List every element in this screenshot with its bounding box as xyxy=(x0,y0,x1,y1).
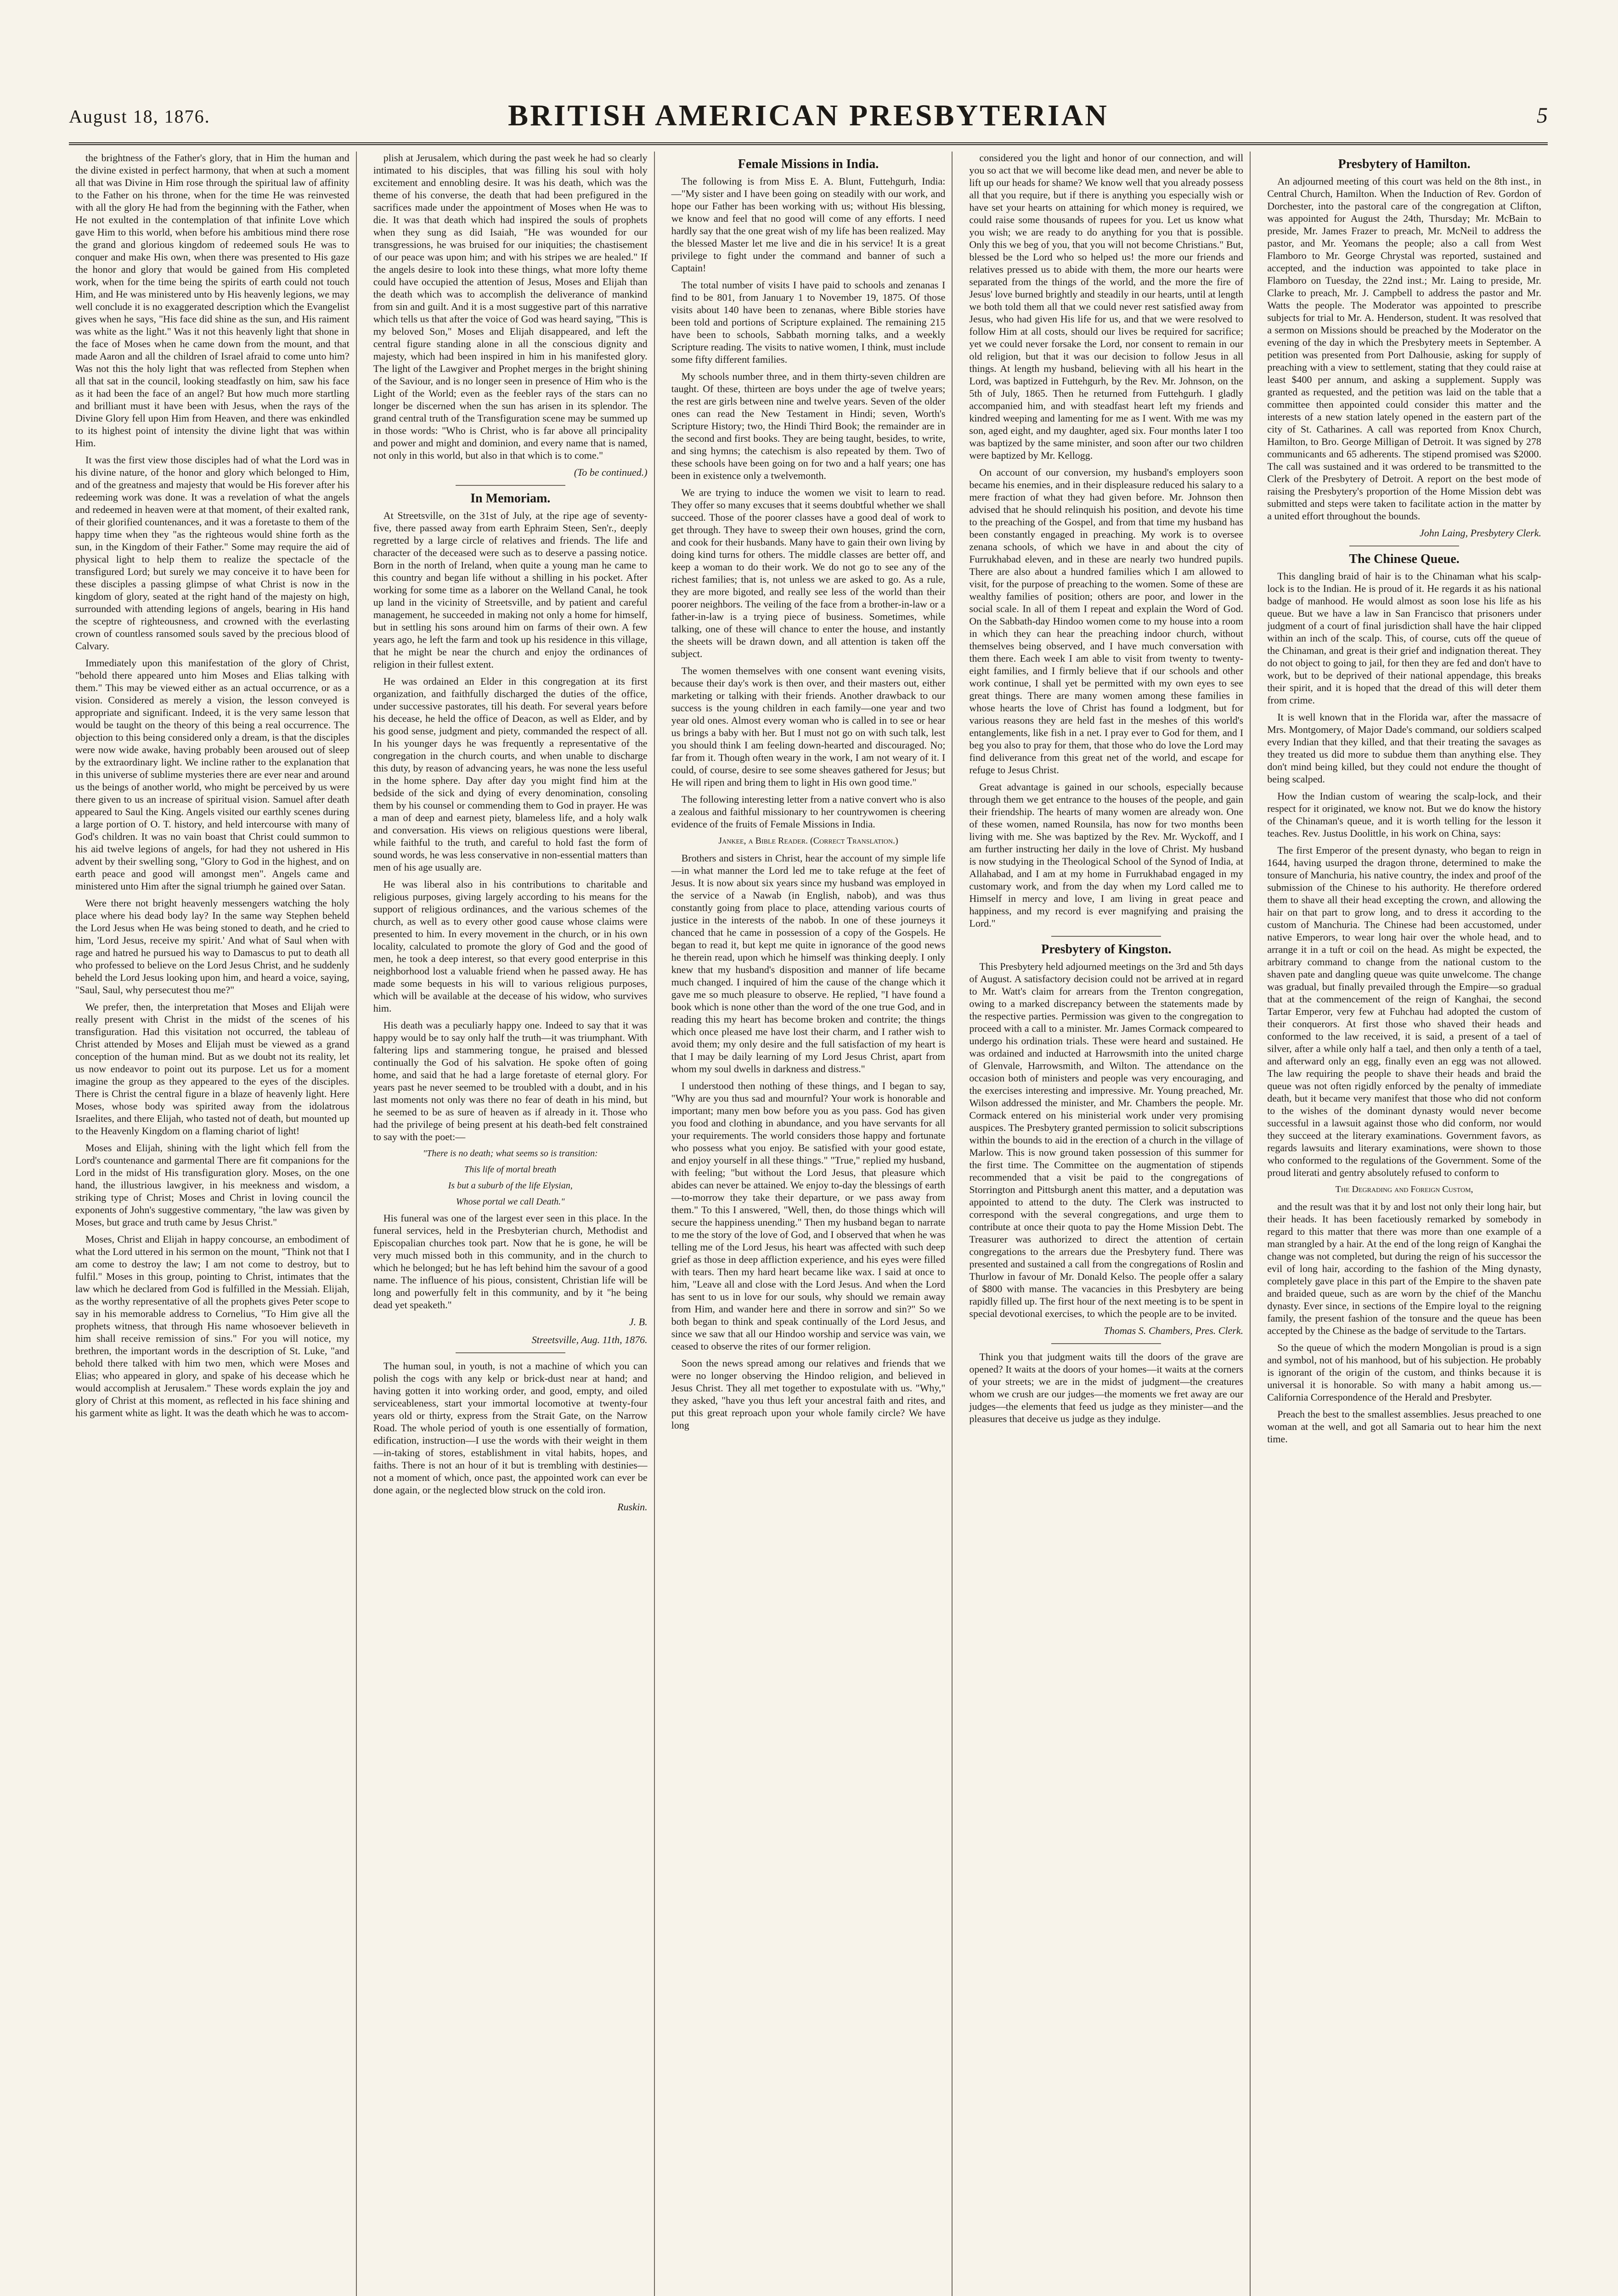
to-be-continued: (To be continued.) xyxy=(574,467,648,478)
poem-line: This life of mortal breath xyxy=(464,1165,557,1175)
female-missions-heading: Female Missions in India. xyxy=(738,157,879,171)
paragraph: The women themselves with one consent want evening visits, because their day's work is then over, and their masters out, either marketing or talking with their friends. Another drawback to our success is the young children in each family—one year and two year old ones. Almost every woman who is called in to see or hear us brings a baby with her. But I must not go on with such talk, lest you should think I am feeling down-hearted and discouraged. No; far from it. Though often weary in the work, I am not weary of it. I could, of course, desire to see some sheaves gathered for Jesus; but He will ripen and bring them to light in His own good time." xyxy=(671,665,946,788)
paragraph: Were there not bright heavenly messengers watching the holy place where his dead body lay? In the same way Stephen beheld the Lord Jesus when He was being stoned to death, and he cried to him, 'Lord Jesus, receive my spirit.' And what of Saul when with rage and hatred he pursued his way to Damascus to put to death all who professed to believe on the Lord Jesus Christ, and he suddenly beheld the Lord Jesus looking upon him, and heard a voice, saying, "Saul, Saul, why persecutest thou me?" xyxy=(75,897,350,996)
issue-date: August 18, 1876. xyxy=(69,106,210,127)
paragraph: The following interesting letter from a native convert who is also a zealous and faithful missionary to her countrywomen is cheering evidence of the fruits of Female Missions in India. xyxy=(671,793,946,830)
paragraph: considered you the light and honor of our connection, and will you so act that we will become like dead men, and never be able to lift up our heads for shame? We know well that you already possess all that you require, but if there is anything you especially wish or have set your hearts on attaining for which money is required, we could raise some thousands of rupees for you. Let us know what you wish; we are ready to do anything for you that is possible. Only this we beg of you, that you will not become Christians." But, blessed be the Lord who so helped us! the more our friends and relatives pressed us to abide with them, the more our hearts were separated from the things of the world, and the more the fire of Jesus' love burned brightly and steadily in our hearts, until at length we both told them all that we could never rest satisfied away from Jesus, who had given His life for us, and that we were resolved to follow Him at all costs, should our lives be required for sacrifice; yet we could never forsake the Lord, nor consent to remain in our old religion, but that it was our decision to follow Jesus in all things. At length my husband, believing with all his heart in the Lord, was baptized in Futtehgurh, by the Rev. Mr. Johnson, on the 5th of July, 1865. Then he returned from Futtehgurh. I gladly accompanied him, and with steadfast heart left my friends and kindred weeping and lamenting for me as I went. With me was my son, aged eight, and my daughter, aged six. Four months later I too was baptized by the same minister, and soon after our two children were baptized by Mr. Kellogg. xyxy=(969,152,1244,461)
memoriam-heading: In Memoriam. xyxy=(470,491,551,506)
paragraph: Soon the news spread among our relatives and friends that we were no longer observing the Hindoo religion, and believed in Jesus Christ. They all met together to expostulate with us. "Why," they asked, "have you thus left your ancestral faith and rites, and put this great reproach upon your whole family circle? We have long xyxy=(671,1357,946,1431)
paragraph: This Presbytery held adjourned meetings on the 3rd and 5th days of August. A satisfactory decision could not be arrived at in regard to Mr. Watt's claim for arrears from the Trenton congregation, owing to a marked discrepancy between the statements made by the respective parties. Permission was given to the congregation to proceed with a call to a minister. Mr. James Cormack compeared to undergo his ordination trials. These were heard and sustained. He was ordained and inducted at Harrowsmith into the united charge of Glenvale, Harrowsmith, and Wilton. The attendance on the occasion both of ministers and people was very encouraging, and the exercises interesting and impressive. Mr. Young preached, Mr. Wilson addressed the minister, and Mr. Chambers the people. Mr. Cormack entered on his ministerial work under very promising auspices. The Presbytery granted permission to solicit subscriptions within the bounds to aid in the erection of a church in the village of Marlow. This is now ground taken possession of this summer for the first time. The Committee on the augmentation of stipends recommended that a visit be paid to the congregations of Storrington and Pittsburgh anent this matter, and a deputation was appointed to attend to the duty. The Clerk was instructed to correspond with the several congregations, and urge them to contribute at once their quota to pay the Home Mission Debt. The Treasurer was authorized to direct the attention of certain congregations to the arrears due the Presbytery fund. There was presented and sustained a call from the congregations of Roslin and Thurlow in favour of Mr. Donald Kelso. The people offer a salary of $800 with manse. The vacancies in this Presbytery are being rapidly filled up. The first hour of the next meeting is to be spent in special devotional exercises, to which the people are to be invited. xyxy=(969,961,1244,1319)
chinese-queue-heading: The Chinese Queue. xyxy=(1349,552,1460,566)
paragraph: It was the first view those disciples had of what the Lord was in his divine nature, of the honor and glory which belonged to Him, and of the greatness and majesty that would be His forever after his redeeming work was done. It was a revelation of what the angels and redeemed in heaven were at that moment, of their exalted rank, of their glorified countenances, and it was a foretaste to them of the happy time when they "as the righteous would shine forth as the sun, in the Kingdom of their Father." Some may require the aid of physical light to help them to realize the spectacle of the transfigured Lord; but surely we may conceive it to have been for these disciples a passing glimpse of what Christ is now in the kingdom of glory, seated at the right hand of the majesty on high, surrounded with attending legions of angels, bearing in His hand the sceptre of righteousness, and crowned with the everlasting crown of countless ransomed souls saved by the precious blood of Calvary. xyxy=(75,454,350,652)
poem-line: Whose portal we call Death." xyxy=(456,1197,565,1207)
jankee-subheading: Jankee, a Bible Reader. (Correct Translation.) xyxy=(718,836,898,846)
column-1 xyxy=(69,152,357,2296)
paragraph: Great advantage is gained in our schools, especially because through them we get entrance to the houses of the people, and gain their friendship. The hearts of many women are already won. One of these women, named Rounsila, has now for two months been living with me. She was baptized by the Rev. Mr. Wyckoff, and I am further instructing her daily in the love of Christ. My husband is now studying in the Theological School of the Synod of India, at Allahabad, and I am at my home in Furrukhabad engaged in my customary work, and from the day when my Lord called me to Himself in mercy and love, I am living in great peace and happiness, and my record is ever magnifying and praising the Lord." xyxy=(969,781,1244,929)
hamilton-signature: John Laing, Presbytery Clerk. xyxy=(1420,527,1541,539)
paragraph: We are trying to induce the women we visit to learn to read. They offer so many excuses that it seems doubtful whether we shall succeed. Those of the poorer classes have a good deal of work to get through. They have to sweep their own houses, grind the corn, and cook for their husbands. Many have to gain their own living by doing kind turns for others. The middle classes are better off, and keep a woman to do their work. We do not go to see any of the richest families; that is, not unless we are asked to go. As a rule, they are more bigoted, and really see less of the world than their poorer neighbors. The veiling of the face from a brother-in-law or a father-in-law is a trying piece of business. Sometimes, while talking, one of these will chance to enter the house, and instantly the sheets will be drawn down, and all attention is taken off the subject. xyxy=(671,487,946,659)
column-4 xyxy=(963,152,1251,2296)
paragraph: He was ordained an Elder in this congregation at its first organization, and faithfully discharged the duties of the office, under successive pastorates, till his death. For several years before his decease, he held the office of Deacon, as well as Elder, and by his good sense, judgment and piety, commanded the respect of all. In his younger days he was frequently a representative of the congregation in the church courts, and when unable to discharge this duty, by reason of advancing years, he was none the less useful in the home sphere. Day after day you might find him at the bedside of the sick and dying of every denomination, consoling them by his counsel or commending them to God in prayer. He was a man of deep and earnest piety, blameless life, and a holy walk and conversation. His views on religious questions were liberal, while faithful to the truth, and careful to hold fast the form of sound words, he was less conservative in non-essential matters than men of his age usually are. xyxy=(373,675,648,873)
paragraph: So the queue of which the modern Mongolian is proud is a sign and symbol, not of his manhood, but of his subjection. He probably is ignorant of the origin of the custom, and thinks because it is universal it is honorable. So with many a habit among us.—California Correspondence of the Herald and Presbyter. xyxy=(1267,1342,1541,1403)
paragraph: We prefer, then, the interpretation that Moses and Elijah were really present with Christ in the midst of the scenes of his transfiguration. Had this visitation not occurred, the tableau of Christ attended by Moses and Elijah must be viewed as a grand conception of the human mind. But as we doubt not its reality, let us now endeavor to point out its purpose. Let us for a moment imagine the group as they appeared to the eyes of the disciples. There is Christ the central figure in a blaze of heavenly light. Here Moses, whose body was spirited away from the idolatrous Israelites, and there Elijah, who tasted not of death, but mounted up to the Heavenly Kingdom on a flaming chariot of light! xyxy=(75,1001,350,1137)
paragraph: plish at Jerusalem, which during the past week he had so clearly intimated to his disciples, that was filling his soul with holy excitement and ennobling desire. It was his death, which was the theme of his converse, the death that had been prefigured in the sacrifices made under the appointment of Moses when He was to die. It was that death which had inspired the souls of prophets when they sung as did Isaiah, "He was wounded for our transgressions, he was bruised for our iniquities; the chastisement of our peace was upon him; and with his stripes we are healed." If the angels desire to look into these things, what more lofty theme could have occupied the attention of Jesus, Moses and Elijah than the death which was to accomplish the deliverance of mankind from sin and guilt. And it is a most suggestive part of this narrative which tells us that after the voice of God was heard saying, "This is my beloved Son," Moses and Elijah disappeared, and left the central figure standing alone in all the conscious dignity and majesty, which had been inspired in him in his manifested glory. The light of the Lawgiver and Prophet merges in the bright shining of the Saviour, and is no longer seen in presence of Him who is the Light of the World; even as the feebler rays of the stars can no longer be discerned when the sun has arisen in its splendor. The grand central truth of the Transfiguration scene may be summed up in those words: "Who is Christ, who is far above all principality and power and might and dominion, and every name that is named, not only in this world, but also in that which is to come." xyxy=(373,152,648,461)
divider xyxy=(1051,936,1161,937)
divider xyxy=(456,1352,565,1353)
paragraph: An adjourned meeting of this court was held on the 8th inst., in Central Church, Hamilton. When the Induction of Rev. Gordon of Dorchester, into the pastoral care of the congregation at Clifton, was appointed for August the 24th, Thursday; Mr. McBain to preside, Mr. James Frazer to preach, Mr. McNeil to address the pastor, and Mr. Yeomans the people; also a call from West Flamboro to Mr. George Chrystal was reported, sustained and accepted, and the induction was appointed to take place in Flamboro on Tuesday, the 22nd inst.; Mr. Laing to preside, Mr. Clarke to preach, Mr. J. Campbell to address the pastor and Mr. Watts the people. The Moderator was appointed to prescribe subjects for trial to Mr. A. Henderson, student. It was resolved that a sermon on Missions should be preached by the Moderator on the evening of the day in which the Presbytery meets in September. A petition was presented from Port Dalhousie, asking for supply of preaching with a view to settlement, stating that they could raise at least $400 per annum, and asking a supplement. Supply was granted as requested, and the petition was laid on the table that a committee then appointed could consider this matter and the interests of a new station lately opened in the eastern part of the city of St. Catharines. A call was reported from Knox Church, Hamilton, to Bro. George Milligan of Detroit. It was signed by 278 communicants and 65 adherents. The stipend promised was $2000. The call was sustained and it was ordered to be transmitted to the Clerk of the Presbytery of Detroit. A report on the best mode of raising the Presbytery's proportion of the Home Mission debt was submitted and steps were taken to facilitate action in the matter by a united effort throughout the bounds. xyxy=(1267,175,1541,522)
paragraph: It is well known that in the Florida war, after the massacre of Mrs. Montgomery, of Major Dade's command, our soldiers scalped every Indian that they killed, and that their treating the savages as they treated us did more to subdue them than anything else. They don't mind being killed, but they could not endure the thought of being scalped. xyxy=(1267,711,1541,785)
paragraph: How the Indian custom of wearing the scalp-lock, and their respect for it originated, we know not. But we do know the history of the Chinaman's queue, and it is worth telling for the lesson it teaches. Rev. Justus Doolittle, in his work on China, says: xyxy=(1267,790,1541,839)
paragraph: The first Emperor of the present dynasty, who began to reign in 1644, having usurped the dragon throne, determined to make the tonsure of Manchuria, his native country, the index and proof of the submission of the Chinese to his authority. He therefore ordered them to shave all their head excepting the crown, and allowing the hair on that part to grow long, and to dress it according to the custom of Manchuria. The Chinese had been accustomed, under native Emperors, to wear long hair over the whole head, and to arrange it in a tuft or coil on the head. As might be expected, the arbitrary command to change from the national custom to the shaven pate and dangling queue was quite unwelcome. The change was gradual, but finally prevailed through the Empire—so gradual that at the commencement of the reign of Kanghai, the second Tartar Emperor, very few at Fuhchau had adopted the custom of their conquerors. At first those who shaved their heads and conformed to the law received, it is said, a present of a tael of silver, after a while only half a tael, and then only a tenth of a tael, and afterward only an egg, finally even an egg was not allowed. The law requiring the people to shave their heads and braid the queue was not often rigidly enforced by the penalty of immediate death, but it became very manifest that those who did not conform to the wishes of the dominant dynasty would never become successful in a lawsuit against those who did conform, nor would they succeed at the literary examinations. Government favors, as regards lawsuits and literary examinations, were shown to those who conformed to the regulations of the Government. Some of the proud literati and gentry absolutely refused to conform to xyxy=(1267,844,1541,1178)
column-3 xyxy=(665,152,953,2296)
paragraph: At Streetsville, on the 31st of July, at the ripe age of seventy-five, there passed away from earth Ephraim Steen, Sen'r., deeply regretted by a large circle of relatives and friends. The life and character of the deceased were such as to deserve a passing notice. Born in the north of Ireland, when quite a young man he came to this country and began life without a shilling in his pocket. After working for some time as a laborer on the Welland Canal, he took up land in the vicinity of Streetsville, and by patient and careful management, he succeeded in making not only a home for himself, but in settling his sons around him on farms of their own. A few years ago, he left the farm and took up his residence in this village, that he might be near the church and enjoy the ordinances of religion in their fullest extent. xyxy=(373,510,648,670)
poem-line: Is but a suburb of the life Elysian, xyxy=(448,1181,573,1191)
newspaper-title: BRITISH AMERICAN PRESBYTERIAN xyxy=(508,99,1109,132)
memoriam-dateline: Streetsville, Aug. 11th, 1876. xyxy=(531,1334,648,1345)
paragraph: Immediately upon this manifestation of the glory of Christ, "behold there appeared unto him Moses and Elias talking with them." This may be viewed either as an actual occurrence, or as a vision. Considered as merely a vision, the lesson conveyed is appropriate and significant. Indeed, it is the very same lesson that would be taught on the theory of this being a real occurrence. The objection to this being considered only a dream, is that the disciples were now wide awake, having probably been aroused out of sleep by the extraordinary light. We incline rather to the explanation that in this universe of sublime mysteries there are ever near and around us the beings of another world, who might be perceived by us were there given to us an increase of spiritual vision. Samuel after death appeared to Saul the King. Angels visited our earthly scenes during a large portion of O. T. history, and held intercourse with many of God's children. It was no vain boast that Christ could summon to his aid twelve legions of angels, for had they not ushered in His advent by their swelling song, "Glory to God in the highest, and on earth peace and good will amongst men". Angels came and ministered unto Him after the signal triumph he gained over Satan. xyxy=(75,657,350,892)
paragraph: The following is from Miss E. A. Blunt, Futtehgurh, India:—"My sister and I have been going on steadily with our work, and hope our Father has been working with us; without His blessing, we know and feel that no good will come of any efforts. I need hardly say that the one great wish of my life has been realized. May the blessed Master let me live and die in his service! It is a great privilege to fight under the command and banner of such a Captain! xyxy=(671,175,946,274)
paragraph: Moses, Christ and Elijah in happy concourse, an embodiment of what the Lord uttered in his sermon on the mount, "Think not that I am come to destroy the law; I am not come to destroy, but to fulfil." Moses in this group, pointing to Christ, intimates that the law which he declared from God is fulfilled in the Messiah. Elijah, as the worthy representative of all the prophets gives Peter scope to say in his memorable address to Cornelius, "To Him give all the prophets witness, that through His name whosoever believeth in him shall receive remission of sins." For you will notice, my brethren, the important words in the description of St. Luke, "and behold there talked with him two men, which were Moses and Elias; who appeared in glory, and spake of his decease which he would accomplish at Jerusalem." These words explain the joy and glory of Christ at this moment, as reflected in his face shining and his garment white as light. It was the death which he was to accom- xyxy=(75,1233,350,1418)
paragraph: His death was a peculiarly happy one. Indeed to say that it was happy would be to say only half the truth—it was triumphant. With faltering lips and stammering tongue, he praised and blessed continually the God of his salvation. He spoke often of going home, and said that he had a large foretaste of eternal glory. For years past he never seemed to be troubled with a doubt, and in his last moments not only was there no fear of death in his mind, but he seemed to be as sure of heaven as if already in it. Those who had the privilege of being present at his death-bed felt constrained to say with the poet:— xyxy=(373,1019,648,1142)
divider xyxy=(1051,1343,1161,1344)
paragraph: On account of our conversion, my husband's employers soon became his enemies, and in their displeasure reduced his salary to a mere fraction of what they had given before. Mr. Johnson then advised that he should relinquish his position, and devote his time to the preaching of the Gospel, and from that time my husband has been constantly engaged in preaching. My work is to oversee zenana schools, of which we have in and about the city of Furrukhabad eleven, and in these are nearly two hundred pupils. There are also about a hundred families which I am allowed to visit, for the purpose of preaching to the women. Some of these are wealthy families of position; others are poor, and lower in the social scale. In all of them I repeat and explain the Word of God. On the Sabbath-day Hindoo women come to my house into a room in which they can hear the preaching indoor church, without themselves being observed, and I have much conversation with them there. Each week I am able to visit from twenty to twenty-eight families, and I firmly believe that if our schools and other work continue, I shall yet be permitted with my own eyes to see great things. There are many women among these families in whose hearts the love of Christ has found a lodgment, but for various reasons they are held fast in the meshes of this world's entanglements, like fish in a net. I pray ever to God for them, and I beg you also to pray for them, that those who do love the Lord may find deliverance from this great net of the world, and escape for refuge to Jesus Christ. xyxy=(969,467,1244,776)
paragraph: I understood then nothing of these things, and I began to say, "Why are you thus sad and mournful? Your work is honorable and important; many men bow before you as you pass. God has given you food and clothing in abundance, and you have servants for all your requirements. The world considers those happy and fortunate who possess what you enjoy. Be satisfied with your good estate, and enjoy yourself in all these things." "True," replied my husband, with feeling; "but without the Lord Jesus, that pleasure which abides can never be attained. We enjoy to-day the blessings of earth—to-morrow they take their departure, or we pass away from them." To this I answered, "Well, then, do those things which will secure the happiness unending." Then my husband began to narrate to me the story of the love of God, and I observed that when he was telling me of the Lord Jesus, his heart was affected with such deep grief as those in deep affliction experience, and his eyes were filled with tears. Then my hard heart became like wax. I said at once to him, "Leave all and close with the Lord Jesus. And when the Lord has sent to us in love for our souls, why should we remain away from Him, and wander here and there in sorrow and sin?" So we both began to think and speak continually of the Lord Jesus, and since we saw that all our Hindoo worship and service was vain, we ceased to observe the rites of our former religion. xyxy=(671,1080,946,1352)
paragraph: Moses and Elijah, shining with the light which fell from the Lord's countenance and garmental There are fit companions for the Lord in the midst of His transfiguration glory. Moses, on the one hand, the illustrious lawgiver, in his meekness and wisdom, a striking type of Christ; Moses and Christ in loving council the exponents of John's suggestive commentary, "the law was given by Moses, but grace and truth came by Jesus Christ." xyxy=(75,1142,350,1228)
divider xyxy=(456,485,565,486)
column-5 xyxy=(1261,152,1548,2296)
hamilton-heading: Presbytery of Hamilton. xyxy=(1338,157,1471,171)
paragraph: Preach the best to the smallest assemblies. Jesus preached to one woman at the well, and got all Samaria out to hear him the next time. xyxy=(1267,1408,1541,1445)
paragraph: He was liberal also in his contributions to charitable and religious purposes, giving largely according to his means for the support of religious ordinances, and the various schemes of the church, as well as to every other good cause whose claims were presented to him. In every movement in the church, or in his own locality, calculated to promote the glory of God and the good of men, he took a deep interest, so that every good enterprise in this neighborhood lost a valuable friend when he passed away. He has made some bequests in his will to various religious purposes, which will be available at the decease of his widow, who survives him. xyxy=(373,878,648,1014)
paragraph: Brothers and sisters in Christ, hear the account of my simple life—in what manner the Lord led me to take refuge at the feet of Jesus. It is now about six years since my husband was employed in the service of a Nawab (in English, nabob), and was thus constantly going from place to place, attending various courts of justice in the interests of the nabob. In one of these journeys it chanced that he came in possession of a copy of the Gospels. He began to read it, but kept me quite in ignorance of the good news he therein read, upon which he himself was thinking deeply. I only knew that my husband's disposition and manner of life became much changed. I inquired of him the cause of the change which it gave me so much pleasure to observe. He replied, "I have found a book which is none other than the word of the one true God, and in reading this my heart has become broken and contrite; the things which once pleased me have lost their charm, and I rather wish to avoid them; my only desire and the full satisfaction of my heart is that I may be daily learning of my Lord Jesus Christ, apart from whom my soul dwells in darkness and distress." xyxy=(671,852,946,1075)
masthead xyxy=(69,92,1548,145)
kingston-signature: Thomas S. Chambers, Pres. Clerk. xyxy=(1104,1325,1244,1336)
ruskin-signature: Ruskin. xyxy=(617,1501,648,1513)
paragraph: the brightness of the Father's glory, that in Him the human and the divine existed in perfect harmony, that when at such a moment all that was Divine in Him rose through the spiritual law of affinity to the Father on his throne, when for the time He was reinvested with all the glory He had from the beginning with the Father, when He not exulted in the contemplation of that infinite Love which gave Him to this world, when before his ambitious mind there rose the grand and glorious kingdom of redeemed souls He was to conquer and make His own, when there was presented to His gaze the honor and glory that would be gained from His completed work, when for the time being the spirits of earth could not touch Him, and He was ministered unto by His heavenly legions, we may well conclude it is no exaggerated description which the Evangelist gives when he says, "His face did shine as the sun, and His raiment was white as the light." Was it not this heavenly light that shone in the face of Moses when he came down from the mount, and that made Aaron and all the children of Israel afraid to come unto him? Was not this the holy light that was reflected from Stephen when all that sat in the council, looking steadfastly on him, saw his face as it had been the face of an angel? But how much more startling and brilliant must it have been with Jesus, when the rays of the Divine Glory fell upon Him from Heaven, and there was enkindled to its highest point of intensity the divine light that was within Him. xyxy=(75,152,350,449)
columns xyxy=(69,152,1548,2296)
paragraph: The human soul, in youth, is not a machine of which you can polish the cogs with any kelp or brick-dust near at hand; and having gotten it into working order, and good, empty, and oiled serviceableness, start your immortal locomotive at twenty-four years old or thirty, express from the Strait Gate, on the Narrow Road. The whole period of youth is one essentially of formation, edification, instruction—I use the words with their weight in them—in-taking of stores, establishment in vital habits, hopes, and faiths. There is not an hour of it but is trembling with destinies—not a moment of which, once past, the appointed work can ever be done again, or the neglected blow struck on the cold iron. xyxy=(373,1360,648,1496)
column-2 xyxy=(367,152,655,2296)
paragraph: This dangling braid of hair is to the Chinaman what his scalp-lock is to the Indian. He is proud of it. He regards it as his national badge of manhood. He would almost as soon lose his life as his queue. But we have a law in San Francisco that prisoners under judgment of a court of final jurisdiction shall have the hair clipped within an inch of the scalp. This, of course, cuts off the queue of the Chinaman, and great is their grief and indignation thereat. They do not object to going to jail, for then they are fed and don't have to work, but to be deprived of their national appendage, this breaks their spirit, and it is hoped that the dread of this will deter them from crime. xyxy=(1267,570,1541,706)
paragraph: and the result was that it by and lost not only their long hair, but their heads. It has been facetiously remarked by somebody in regard to this matter that there was more than one example of a man strangled by a hair. At the end of the long reign of Kanghai the change was not completed, but during the reign of his successor the evil of long hair, according to the fashion of the Ming dynasty, completely gave place in this part of the Empire to the shaven pate and braided queue, such as are worn by the chief of the Manchu dynasty. Ever since, in sections of the Empire loyal to the reigning family, the present fashion of the tonsure and the queue has been accepted by the Chinese as the badge of servitude to the Tartars. xyxy=(1267,1201,1541,1336)
paragraph: My schools number three, and in them thirty-seven children are taught. Of these, thirteen are boys under the age of twelve years; the rest are girls between nine and twelve years. Seven of the older ones can read the New Testament in Hindi; seven, Worth's Scripture History; two, the Hindi Third Book; the remainder are in the second and first books. They are being taught, besides, to write, and sing hymns; the catechism is also repeated by them. Two of these schools have been going on for two and a half years; one has been in existence only a twelvemonth. xyxy=(671,371,946,481)
kingston-heading: Presbytery of Kingston. xyxy=(1041,942,1172,957)
poem-line: "There is no death; what seems so is transition: xyxy=(423,1148,598,1159)
page-number: 5 xyxy=(1537,103,1548,128)
paragraph: His funeral was one of the largest ever seen in this place. In the funeral services, held in the Presbyterian church, Methodist and Episcopalian churches took part. Now that he is gone, he will be very much missed both in this community, and in the church to which he belonged; but he has left behind him the savour of a good name. The influence of his pious, consistent, Christian life will be long and powerfully felt in this community, and by it "he being dead yet speaketh." xyxy=(373,1212,648,1311)
paragraph: Think you that judgment waits till the doors of the grave are opened? It waits at the doors of your homes—it waits at the corners of your streets; we are in the midst of judgment—the creatures whom we crush are our judges—the moments we fret away are our judges—the elements that feed us judge as they minister—and the pleasures that deceive us judge as they indulge. xyxy=(969,1351,1244,1424)
queue-subheading: The Degrading and Foreign Custom, xyxy=(1335,1184,1473,1194)
paragraph: The total number of visits I have paid to schools and zenanas I find to be 801, from January 1 to November 19, 1875. Of those visits about 140 have been to zenanas, where Bible stories have been told and portions of Scripture explained. The remaining 215 have been to schools, Sabbath morning talks, and a weekly Scripture reading. The visits to native women, I think, must include some fifty different families. xyxy=(671,279,946,365)
memoriam-signature: J. B. xyxy=(629,1316,648,1328)
